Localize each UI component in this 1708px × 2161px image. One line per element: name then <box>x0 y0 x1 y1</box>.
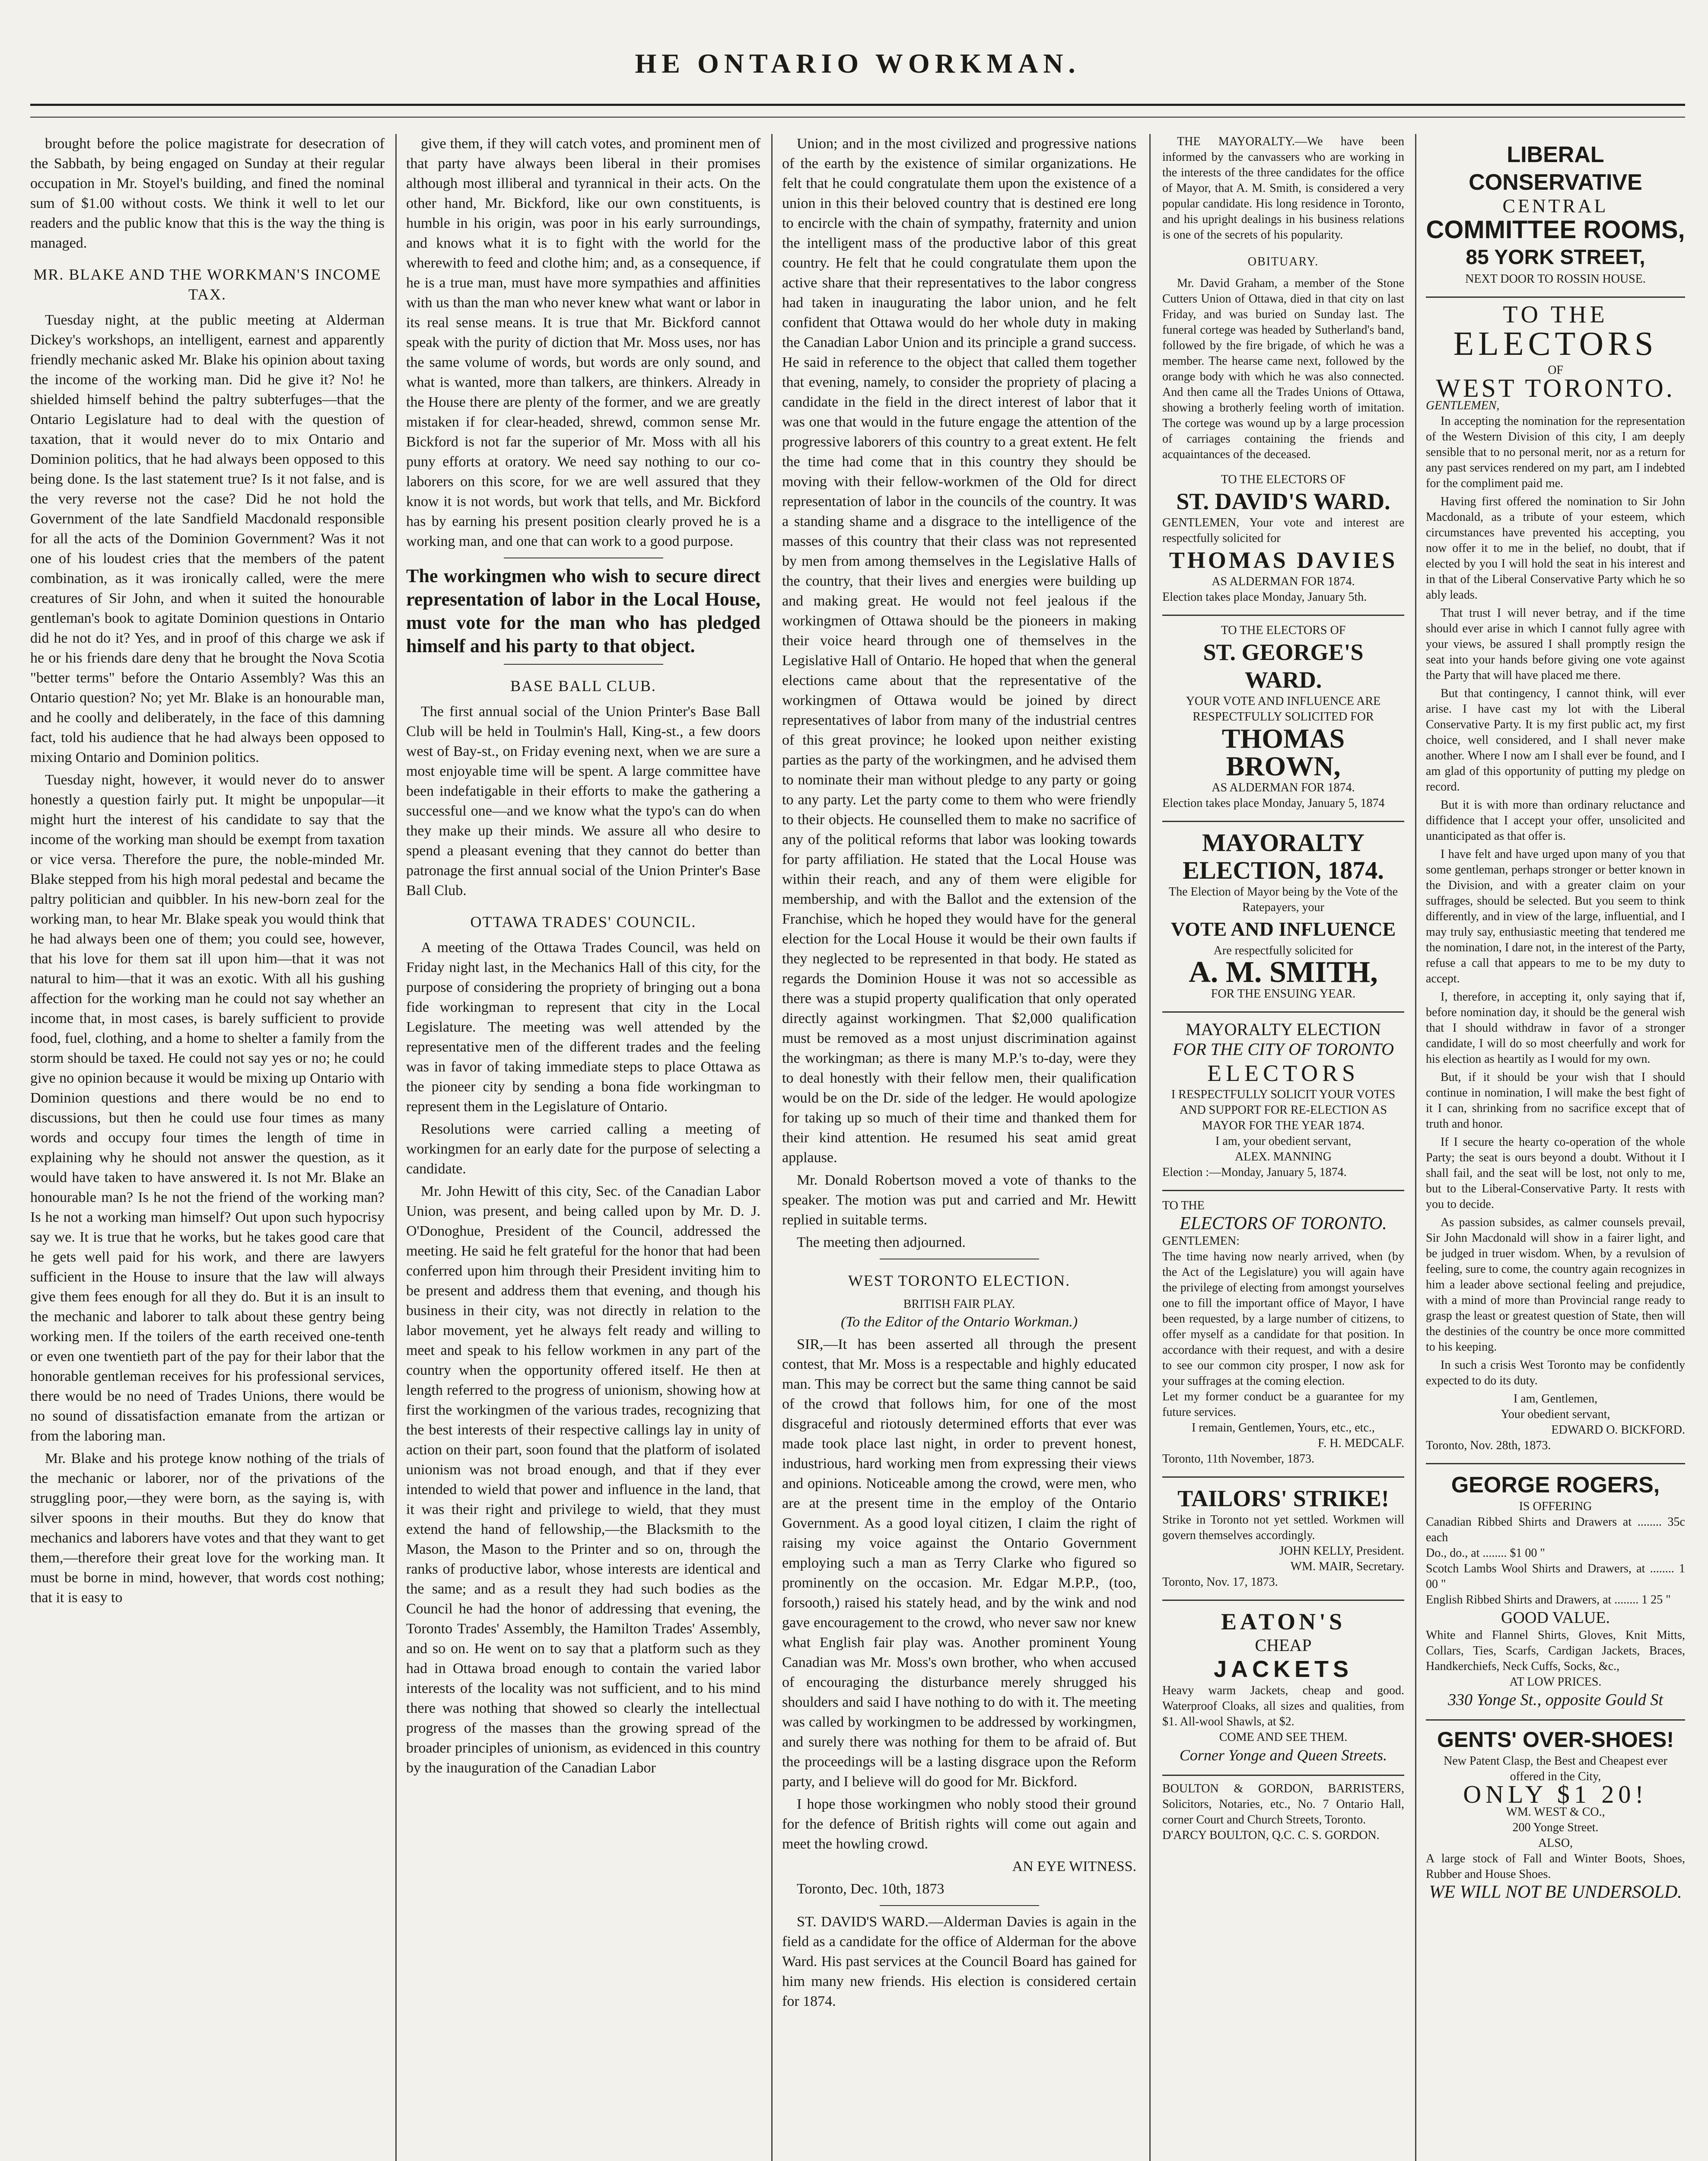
ad-headline: LIBERAL CONSERVATIVE <box>1469 142 1642 195</box>
newspaper-title: HE ONTARIO WORKMAN. <box>635 48 1081 79</box>
ad-line: Your obedient servant, <box>1501 1408 1610 1421</box>
column-1 <box>30 134 385 2161</box>
column-divider <box>395 134 397 2161</box>
ad-text: The Election of Mayor being by the Vote of the Ratepayers, your <box>1168 885 1398 914</box>
ad-line: TO THE ELECTORS OF <box>1221 624 1346 637</box>
ad-text: A large stock of Fall and Winter Boots, Shoes, Rubber and House Shoes. <box>1426 1852 1685 1881</box>
ad-text: Having first offered the nomination to Sir John Macdonald, as a tribute of your esteem, which circumstances have prevented his accepting, you now offer it to me in the belief, no doubt, that if elected by you I will hold the seat in his interest and in that of the Liberal Conservative Party which he so ably leads. <box>1426 495 1685 602</box>
ad-name: THOMAS DAVIES <box>1169 547 1398 573</box>
ad-headline: EATON'S <box>1221 1609 1346 1635</box>
ad-text: White and Flannel Shirts, Gloves, Knit Mitts, Collars, Ties, Scarfs, Cardigan Jackets, Braces, Handkerchiefs, Neck Cuffs, Socks, &c., <box>1426 1629 1685 1673</box>
ad-subhead: FOR THE CITY OF TORONTO <box>1173 1039 1394 1059</box>
ad-george-rogers <box>1426 1464 1685 1721</box>
column-3 <box>782 134 1136 2161</box>
ad-text: But that contingency, I cannot think, will ever arise. I have cast my lot with the Liberal Conservative Party. It is my first public act, my first choice, well considered, and I shall never make another. Where I now am I shall ever be found, and I am glad of this opportunity of putting my pledge on record. <box>1426 687 1685 794</box>
masthead-rule <box>30 104 1685 106</box>
article-text: A meeting of the Ottawa Trades Council, was held on Friday night last, in the Mechanics Hall of this city, for the purpose of considering the propriety of bringing out a bona fide workingman to represent that city in the Local Legislature. The meeting was well attended by the representative men of the different trades and the feeling was in favor of taking immediate steps to place Ottawa as the pioneer city by sending a bona fide workingman to represent them in the Legislature of Ontario. <box>406 940 760 1115</box>
ad-signature: D'ARCY BOULTON, Q.C. C. S. GORDON. <box>1162 1829 1380 1842</box>
ad-text: I, therefore, in accepting it, only saying that if, before nomination day, it should be the general wish that I should withdraw in favor of a stronger candidate, I will do so most cheerfully and work for his election as heartily as I would for my own. <box>1426 990 1685 1066</box>
ad-line: AS ALDERMAN FOR 1874. <box>1212 781 1355 794</box>
letter-text: I hope those workingmen who nobly stood their ground for the defence of British rights will come out again and meet the howling crowd. <box>782 1796 1136 1852</box>
ad-subhead: CHEAP <box>1255 1635 1312 1655</box>
ad-line: Corner Yonge and Queen Streets. <box>1179 1747 1387 1764</box>
divider <box>880 1905 1039 1906</box>
article-text: The first annual social of the Union Printer's Base Ball Club will be held in Toulmin's Hall, King-st., a few doors west of Bay-st., on Friday evening next, when we are sure a most enjoyable time will be spent. A large committee have been indefatigable in their efforts to make the gathering a successful one—and we know what the typo's can do when they make up their minds. We assure all who desire to spend a pleasant evening that they cannot do better than patronage the first annual social of the Union Printer's Base Ball Club. <box>406 704 760 899</box>
letter-text: SIR,—It has been asserted all through the present contest, that Mr. Moss is a respectable and highly educated man. This may be correct but the same thing cannot be said of the crowd that follows him, for one of the most disgraceful and riotously determined efforts that ever was made took place last night, in order to prevent honest, industrious, hard working men from expressing their views and opinions. Noticeable among the crowd, were men, who are at the present time in the employ of the Ontario Government. As a good loyal citizen, I claim the right of raising my voice against the Ontario Government employing such a man as Terry Clarke who figured so prominently on the occasion. Mr. Edgar M.P.P., (too, forsooth,) raised his stately head, and by the wink and nod gave encouragement to the crowd, who never saw nor knew what English fair play was. Another prominent Young Canadian was Mr. Moss's own brother, who when accused of encouraging the disturbance merely shrugged his shoulders and said I have nothing to do with it. The meeting was called by workingmen to be addressed by workingmen, and surely there was nothing for them to be afraid of. But the proceedings will be a lasting disgrace upon the Reform party, and I believe will do good for Mr. Bickford. <box>782 1336 1136 1790</box>
ad-item: Scotch Lambs Wool Shirts and Drawers, at ........ 1 00 " <box>1426 1562 1685 1591</box>
ad-line: TO THE ELECTORS OF <box>1221 473 1346 486</box>
ad-line: GENTLEMEN, <box>1426 399 1500 412</box>
ad-line: OF <box>1548 363 1563 377</box>
ad-headline: MAYORALTY ELECTION, 1874. <box>1183 829 1384 884</box>
ad-line: AS ALDERMAN FOR 1874. <box>1212 575 1355 588</box>
bold-notice: The workingmen who wish to secure direct representation of labor in the Local House, must vote for the man who has pledged himself and his party to that object. <box>406 565 760 657</box>
ad-text: Are respectfully solicited for <box>1213 944 1353 957</box>
ad-subhead: VOTE AND INFLUENCE <box>1170 918 1396 940</box>
letter-date: Toronto, Dec. 10th, 1873 <box>797 1881 945 1897</box>
ad-text: Toronto, Nov. 17, 1873. <box>1162 1575 1278 1589</box>
article-text: Resolutions were carried calling a meeting of workingmen for an early date for the purpose of selecting a candidate. <box>406 1121 760 1177</box>
ad-mayoralty-smith <box>1162 822 1404 1013</box>
ad-subhead: CENTRAL <box>1502 195 1609 217</box>
ad-headline: ELECTORS OF TORONTO. <box>1180 1214 1387 1233</box>
article-text: The meeting then adjourned. <box>797 1234 966 1250</box>
ad-signature: WM. MAIR, Secretary. <box>1290 1560 1404 1573</box>
ad-line: I am, your obedient servant, <box>1215 1135 1352 1148</box>
article-text: Mr. Donald Robertson moved a vote of thanks to the speaker. The motion was put and carried and Mr. Hewitt replied in suitable terms. <box>782 1172 1136 1228</box>
ad-name: JACKETS <box>1213 1656 1353 1682</box>
ad-text: Toronto, 11th November, 1873. <box>1162 1452 1315 1466</box>
ad-eatons <box>1162 1601 1404 1776</box>
newspaper-page <box>30 17 1685 2161</box>
ad-headline: ST. DAVID'S WARD. <box>1176 488 1390 514</box>
column-2 <box>406 134 760 2161</box>
ad-headline: ELECTORS <box>1453 325 1658 362</box>
article-text: ST. DAVID'S WARD.—Alderman Davies is again in the field as a candidate for the office of Alderman for the above Ward. His past services at the Council Board has gained for him many new friends. His election is considered certain for 1874. <box>782 1914 1136 2009</box>
ad-st-davids <box>1162 465 1404 616</box>
ad-item: Canadian Ribbed Shirts and Drawers at ........ 35c each <box>1426 1515 1685 1544</box>
ad-address: 85 YORK STREET, <box>1466 246 1645 269</box>
ad-subhead: GOOD VALUE. <box>1501 1609 1610 1627</box>
ad-line: NEXT DOOR TO ROSSIN HOUSE. <box>1465 272 1646 286</box>
ad-line: AT LOW PRICES. <box>1509 1675 1602 1689</box>
ad-text: I have felt and have urged upon many of you that some gentleman, perhaps stronger or better known in the Division, and with a greater claim on your suffrages, should be selected. But you seem to think differently, and in view of the large, influential, and I may truly say, enthusiastic meeting that tendered me the nomination, I dare not, in the interest of the Party, refuse a call that appears to me to be my duty to accept. <box>1426 848 1685 985</box>
ad-text: That trust I will never betray, and if the time should ever arise in which I cannot fully agree with your views, be assured I shall promptly resign the seat into your hands before giving one vote against the Party that will have placed me there. <box>1426 606 1685 682</box>
ad-headline: TAILORS' STRIKE! <box>1177 1485 1389 1511</box>
article-subheading: BRITISH FAIR PLAY. <box>903 1297 1015 1311</box>
ad-name: A. M. SMITH, <box>1189 956 1378 989</box>
ad-text: Let my former conduct be a guarantee for my future services. <box>1162 1390 1404 1419</box>
ad-address: 330 Yonge St., opposite Gould St <box>1448 1691 1663 1709</box>
ad-line: GENTLEMEN: <box>1162 1234 1240 1248</box>
masthead <box>30 48 1685 99</box>
article-text: give them, if they will catch votes, and prominent men of that party have always been liberal in their promises although most illiberal and tyrannical in their acts. On the other hand, Mr. Bickford, like our own constituents, is humble in his origin, was poor in his early surroundings, and knows what it is to fight with the world for the wherewith to feed and clothe him; and, as a consequence, if he is a true man, must have more sympathies and affinities with us than the man who never knew what want or labor in its real sense means. It is true that Mr. Bickford cannot speak with the purity of diction that Mr. Moss uses, nor has the same volume of words, but words are only sound, and what is wanted, more than talkers, are thinkers. Already in the House there are plenty of the former, and we are greatly mistaken if for clear-headed, shrewd, common sense Mr. Bickford is not far the superior of Mr. Moss with all his puny efforts at oratory. We need say nothing to our co-laborers on this score, for we are well assured that they know it is not words, but work that tells, and Mr. Bickford has by earning his present position clearly proved he is a working man, and one that can work to a good purpose. <box>406 136 760 549</box>
masthead-rule-thin <box>30 117 1685 118</box>
ad-text: Heavy warm Jackets, cheap and good. Waterproof Cloaks, all sizes and qualities, from $1. All-wool Shawls, at $2. <box>1162 1684 1404 1728</box>
ad-text: Election :—Monday, January 5, 1874. <box>1162 1166 1347 1179</box>
ad-headline: WEST TORONTO. <box>1436 374 1675 402</box>
ad-text: But, if it should be your wish that I should continue in nomination, I will make the best fight of it I can, shrinking from no sacrifice except that of truth and honor. <box>1426 1071 1685 1131</box>
article-text: Tuesday night, however, it would never do to answer honestly a question fairly put. It might be unpopular—it might hurt the interest of his candidate to say that the income of the working man should be exempt from taxation or vice versa. Therefore the pure, the noble-minded Mr. Blake stepped from his high moral pedestal and became the paltry politician and quibbler. In his new-born zeal for the working man, to hear Mr. Blake speak you would think that he had always been one of them; you could see, however, that his love for them sat ill upon him—that it was not natural to him—that it was an exotic. With all his gushing affection for the working man he could not say whether an income that, in most cases, is barely sufficient to provide food, fuel, clothing, and a home to shelter a family from the storm should be taxed. He could not say yes or no; he could give no opinion because it would be mixing up Ontario with Dominion questions and there would be no end to discussions, but then he could use four times as many words and occupy four times the length of time in explaining why he should not answer the question, as it would have taken to have answered it. Is not Mr. Blake an honourable man? Is he not the friend of the working man? Is he not a working man himself? Out upon such hypocrisy say we. It is true that he works, but he takes good care that he gets well paid for his work, and there are lawyers sufficient in the House to insure that the law will always give them fees enough for all they do. But it is an insult to the mechanic and laborer to talk about these gentry being working men. If the toilers of the earth received one-tenth or even one twentieth part of the pay for their labor that the honorable gentleman receives for his professional services, there would be no need of Trades Unions, there would be no sound of dissatisfaction emanate from the artizan or from the laboring man. <box>30 772 385 1444</box>
ad-name: ELECTORS <box>1207 1060 1360 1086</box>
article-text: Mr. David Graham, a member of the Stone Cutters Union of Ottawa, died in that city on last Friday, and was buried on Sunday last. The funeral cortege was headed by Sutherland's band, followed by the fire brigade, of which he was a member. The hearse came next, followed by the orange body with which he was also connected. And then came all the Trades Unions of Ottawa, showing a brotherly feeling worth of imitation. The cortege was wound up by a large procession of carriages containing the friends and acquaintances of the deceased. <box>1162 277 1404 461</box>
column-divider <box>1415 134 1416 2161</box>
ad-line: TO THE <box>1162 1199 1205 1212</box>
ad-signature: ALEX. MANNING <box>1235 1150 1332 1163</box>
letter-signature: AN EYE WITNESS. <box>1012 1858 1136 1874</box>
divider <box>504 664 663 665</box>
article-text: THE MAYORALTY.—We have been informed by the canvassers who are working in the interests of the three candidates for the office of Mayor, that A. M. Smith, is considered a very popular candidate. His long residence in Toronto, and his upright dealings in his business relations is one of the secrets of his popularity. <box>1162 135 1404 242</box>
article-text: brought before the police magistrate for desecration of the Sabbath, by being engaged on Sunday at their regular occupation in Mr. Stoyel's building, and fined the nominal sum of $1.00 without costs. We think it well to let our readers and the public know that this is the way the thing is managed. <box>30 136 385 251</box>
article-heading: OBITUARY. <box>1247 255 1319 268</box>
ad-text: New Patent Clasp, the Best and Cheapest ever offered in the City, <box>1444 1754 1667 1783</box>
column-5 <box>1426 134 1685 2161</box>
ad-text: Election takes place Monday, January 5, 1874 <box>1162 797 1385 810</box>
ad-name: THOMAS BROWN, <box>1221 723 1345 781</box>
article-text: Mr. Blake and his protege know nothing of the trials of the mechanic or laborer, nor of the privations of the struggling poor,—they were born, as the saying is, with silver spoons in their mouths. But they do know that mechanics and laborers have votes and that they want to get them,—therefore their great love for the working man. It must be borne in mind, however, that words cost nothing; that it is easy to <box>30 1450 385 1606</box>
column-4 <box>1162 134 1404 2161</box>
ad-line: COME AND SEE THEM. <box>1219 1731 1348 1744</box>
ad-text: But it is with more than ordinary reluctance and diffidence that I accept your offer, unsolicited and unanticipated as that offer is. <box>1426 798 1685 843</box>
ad-line: I am, Gentlemen, <box>1513 1392 1598 1406</box>
ad-line: I remain, Gentlemen, Yours, etc., etc., <box>1192 1421 1375 1434</box>
ad-text: In accepting the nomination for the representation of the Western Division of this city, I am deeply sensible that to no personal merit, nor as a return for any past services rendered on my part, am I indebted for the compliment paid me. <box>1426 414 1685 490</box>
article-heading: BASE BALL CLUB. <box>510 677 656 695</box>
ad-line: TO THE <box>1503 301 1608 328</box>
ad-text: If I secure the hearty co-operation of the whole Party; the seat is ours beyond a doubt. Without it I shall fail, and the seat will be lost, not only to me, but to the Liberal-Conservative Party. It rests with you to decide. <box>1426 1135 1685 1211</box>
article-heading: MR. BLAKE AND THE WORKMAN'S INCOME TAX. <box>33 266 382 303</box>
ad-headline: GENTS' OVER-SHOES! <box>1437 1728 1674 1752</box>
article-text: Mr. John Hewitt of this city, Sec. of the Canadian Labor Union, was present, and being called upon by Mr. D. J. O'Donoghue, President of the Council, addressed the meeting. He said he felt grateful for the honor that had been conferred upon him through their President inviting him to be present and address them that evening, and though his business in their city, was not directly in relation to the labor movement, yet he always felt ready and willing to meet and speak to his fellow workmen in any part of the country when the opportunity offered itself. He then at length referred to the progress of unionism, showing how at first the workingmen of the various trades, recognizing that the best interests of their respective callings lay in unity of action on their part, soon found that the platform of isolated unionism was not broad enough, and that if they ever intended to wield that power and influence in the land, that it was their right and privilege to wield, that they must extend the hand of fellowship,—the Blacksmith to the Mason, the Mason to the Printer and so on, through the ranks of productive labor, whose interests are identical and the same; and as a result they had such bodies as the Council he had the honor of addressing that evening, the Toronto Trades' Assembly, the Hamilton Trades' Assembly, and so on. He went on to say that a platform such as they had in Ottawa broad enough to contain the varied labor interests of the locality was not sufficient, and to his mind there was nothing that showed so clearly the intellectual progress of the masses than the growing spread of the broader principles of unionism, as evidenced in this country by the inauguration of the Canadian Labor <box>406 1183 760 1776</box>
ad-boulton-gordon <box>1162 1776 1404 1843</box>
ad-text: As passion subsides, as calmer counsels prevail, Sir John Macdonald will show in a fairer light, and be judged in truer wisdom. When, by a revulsion of feeling, sure to come, the country again recognizes in him a leader above sectional feeling and prejudice, with a mind of more than Provincial range ready to grasp the least or greatest question of State, then will the destinies of the country be once more committed to his keeping. <box>1426 1216 1685 1354</box>
ad-committee-rooms <box>1426 134 1685 298</box>
ad-item: English Ribbed Shirts and Drawers, at ........ 1 25 " <box>1426 1593 1671 1606</box>
ad-text: Strike in Toronto not yet settled. Workmen will govern themselves accordingly. <box>1162 1513 1404 1542</box>
column-divider <box>1149 134 1151 2161</box>
ad-headline: WE WILL NOT BE UNDERSOLD. <box>1429 1882 1682 1902</box>
ad-text: GENTLEMEN, Your vote and interest are respectfully solicited for <box>1162 516 1404 545</box>
ad-bickford <box>1426 298 1685 1464</box>
ad-signature: EDWARD O. BICKFORD. <box>1551 1423 1685 1437</box>
article-text: Tuesday night, at the public meeting at Alderman Dickey's workshops, an intelligent, earnest and apparently friendly mechanic asked Mr. Blake his opinion about taxing the income of the working man. Did he give it? No! he shielded himself behind the paltry subterfuges—that the Ontario Legislature had to deal with the question of taxation, that it would never do to mix Ontario and Dominion politics, that he had always been opposed to this being done. Is the last statement true? Is it not false, and is the very reverse not the case? Did he not hold the Government of the late Sandfield Macdonald responsible for all the acts of the Dominion Government? Was it not one of his loudest cries that the members of the patent combination, as it was ironically called, were the mere creatures of Sir John, and when it suited the honourable gentleman's book to agitate Dominion questions in Ontario did he not do it? Yes, and in proof of this charge we ask if he or his friends dare deny that he brought the Nova Scotia "better terms" before the Ontario Assembly? Was this an Ontario question? No; yet Mr. Blake is an honourable man, and he coolly and deliberately, in the face of this damning fact, told his audience that he had always been opposed to mixing Ontario and Dominion politics. <box>30 312 385 765</box>
ad-headline: COMMITTEE ROOMS, <box>1426 216 1685 244</box>
ad-headline: MAYORALTY ELECTION <box>1185 1020 1381 1039</box>
ad-signature: WM. WEST & CO., <box>1506 1805 1605 1819</box>
ad-medcalf <box>1162 1191 1404 1478</box>
ad-price: ONLY $1 20! <box>1463 1780 1648 1808</box>
ad-headline: ST. GEORGE'S WARD. <box>1203 639 1364 693</box>
ad-mayoralty-manning <box>1162 1013 1404 1191</box>
ad-text: Election takes place Monday, January 5th. <box>1162 590 1367 604</box>
ad-signature: JOHN KELLY, President. <box>1279 1544 1404 1558</box>
ad-text: The time having now nearly arrived, when (by the Act of the Legislature) you will again have the privilege of electing from amongst yourselves one to fill the important office of Mayor, I have been requested, by a large number of citizens, to offer myself as a candidate for that position. In accordance with their request, and with a desire to see our common city prosper, I now ask for your suffrages at the coming election. <box>1162 1250 1404 1388</box>
editor-line: (To the Editor of the Ontario Workman.) <box>840 1314 1078 1330</box>
ad-text: BOULTON & GORDON, BARRISTERS, Solicitors, Notaries, etc., No. 7 Ontario Hall, corner Court and Church Streets, Toronto. <box>1162 1782 1404 1826</box>
article-text: Union; and in the most civilized and progressive nations of the earth by the existence of similar organizations. He felt that he could congratulate them upon the existence of a union in this their beloved country that is destined ere long to encircle with the chain of sympathy, fraternity and union the intelligent mass of the productive labor of this great country. He felt that he could congratulate them upon the active share that their representatives to the labor congress had taken in inaugurating the labor union, and he felt confident that Ottawa would do her whole duty in making the Canadian Labor Union and its principle a grand success. He said in reference to the object that called them together that evening, namely, to consider the propriety of placing a candidate in the field in the direct interest of labor that it was one that would in the future engage the attention of the progressive laborers of this country to a great extent. He felt the time had come that in this country they should be moving with their fellow-workmen of the Old for direct representation of labor in the councils of the country. It was a standing shame and a disgrace to the intelligence of the masses of this country that their class was not represented by men from among themselves in the Legislative Halls of the country, that their lives and energies were building up and making great. He would not feel jealous if the workingmen of Ottawa should be the pioneers in making their voice heard through one of themselves in the Legislative Hall of Ontario. He hoped that when the general elections came about that the representative of the workingmen of Ottawa would be joined by direct representatives of labor from many of the industrial centres of this great province; he looked upon neither existing parties as the party of the workingmen, and he advised them to nominate their man without pledge to any party or going to any party. Let the party come to them who were friendly to their objects. He counselled them to make no sacrifice of any of the political reforms that labor was looking towards for party affiliation. He stated that the Local House was within their reach, and any of them were eligible for membership, and with the Ballot and the extension of the Franchise, which he hoped they would have for the general election for the Local House it would be their own faults if they neglected to be represented in that body. He stated as regards the Dominion House it was not so accessible as there was a stupid property qualification that only operated directly against workingmen. That $2,000 qualification must be removed as a most unjust discrimination against the workingman; as there is many M.P.'s to-day, were they to deal honestly with their fellow men, their qualification would be on the Dr. side of the ledger. He would apologize for taking up so much of their time and thanked them for their kind attention. He resumed his seat amid great applause. <box>782 136 1136 1166</box>
ad-line: IS OFFERING <box>1519 1500 1592 1513</box>
ad-text: Toronto, Nov. 28th, 1873. <box>1426 1439 1551 1452</box>
ad-signature: F. H. MEDCALF. <box>1317 1437 1404 1450</box>
article-heading: OTTAWA TRADES' COUNCIL. <box>470 913 697 931</box>
ad-line: ALSO, <box>1538 1836 1573 1850</box>
ad-address: 200 Yonge Street. <box>1512 1821 1599 1834</box>
ad-text: YOUR VOTE AND INFLUENCE ARE RESPECTFULLY SOLICITED FOR <box>1186 695 1381 724</box>
article-heading: WEST TORONTO ELECTION. <box>848 1272 1071 1289</box>
ad-over-shoes <box>1426 1721 1685 1902</box>
ad-item: Do., do., at ........ $1 00 " <box>1426 1546 1545 1560</box>
column-divider <box>771 134 773 2161</box>
ad-st-georges <box>1162 616 1404 822</box>
ad-tailors-strike <box>1162 1478 1404 1601</box>
ad-text: I RESPECTFULLY SOLICIT YOUR VOTES AND SUPPORT FOR RE-ELECTION AS MAYOR FOR THE YEAR 1874. <box>1171 1088 1396 1132</box>
ad-line: FOR THE ENSUING YEAR. <box>1211 987 1356 1001</box>
ad-text: In such a crisis West Toronto may be confidently expected to do its duty. <box>1426 1358 1685 1387</box>
ad-headline: GEORGE ROGERS, <box>1451 1473 1660 1498</box>
